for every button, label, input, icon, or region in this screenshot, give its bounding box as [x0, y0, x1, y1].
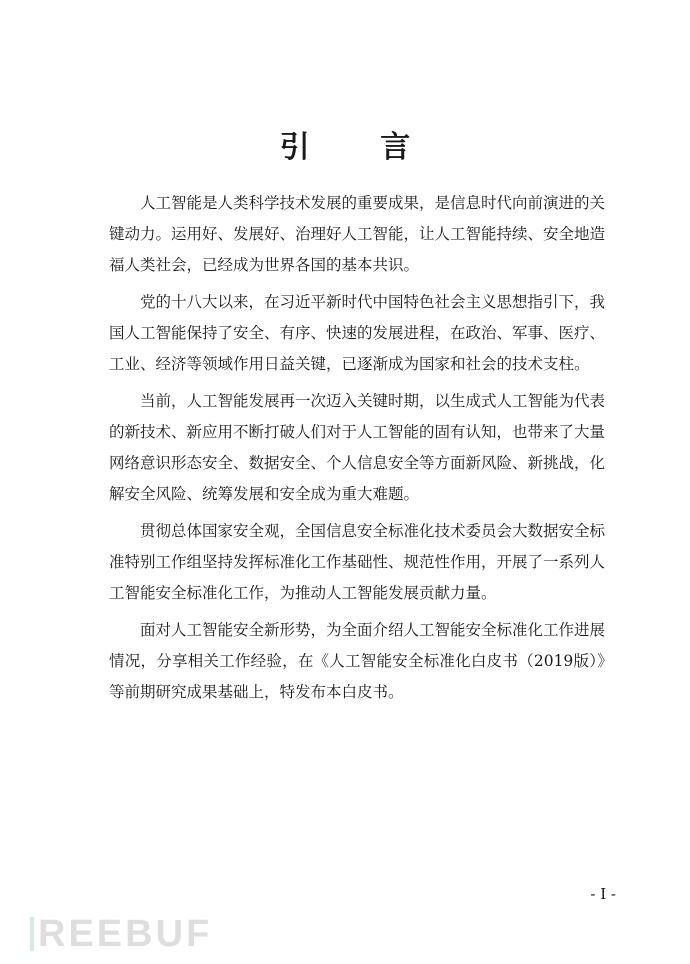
paragraph-4: 贯彻总体国家安全观，全国信息安全标准化技术委员会大数据安全标准特别工作组坚持发挥标准化工作基础性、规范性作用，开展了一系列人工智能安全标准化工作，为推动人工智能发展贡献力量。 [109, 522, 606, 602]
freebuf-watermark-logo [30, 912, 212, 956]
body-text [109, 188, 605, 714]
page-title: 引 言 [279, 130, 441, 165]
paragraph-5: 面对人工智能安全新形势，为全面介绍人工智能安全标准化工作进展情况，分享相关工作经验，在《人工智能安全标准化白皮书（2019版）》等前期研究成果基础上，特发布本白皮书。 [109, 621, 606, 701]
watermark-mark-icon [30, 917, 34, 951]
page-number: - I - [590, 885, 616, 903]
paragraph-1: 人工智能是人类科学技术发展的重要成果，是信息时代向前演进的关键动力。运用好、发展好、治理好人工智能，让人工智能持续、安全地造福人类社会，已经成为世界各国的基本共识。 [109, 194, 606, 274]
paragraph-3: 当前，人工智能发展再一次迈入关键时期，以生成式人工智能为代表的新技术、新应用不断打破人们对于人工智能的固有认知，也带来了大量网络意识形态安全、数据安全、个人信息安全等方面新风险、新挑战，化解安全风险、统筹发展和安全成为重大难题。 [109, 392, 606, 503]
paragraph-2: 党的十八大以来，在习近平新时代中国特色社会主义思想指引下，我国人工智能保持了安全、有序、快速的发展进程，在政治、军事、医疗、工业、经济等领域作用日益关键，已逐渐成为国家和社会的技术支柱。 [109, 293, 606, 373]
watermark-text: REEBUF [38, 912, 213, 955]
